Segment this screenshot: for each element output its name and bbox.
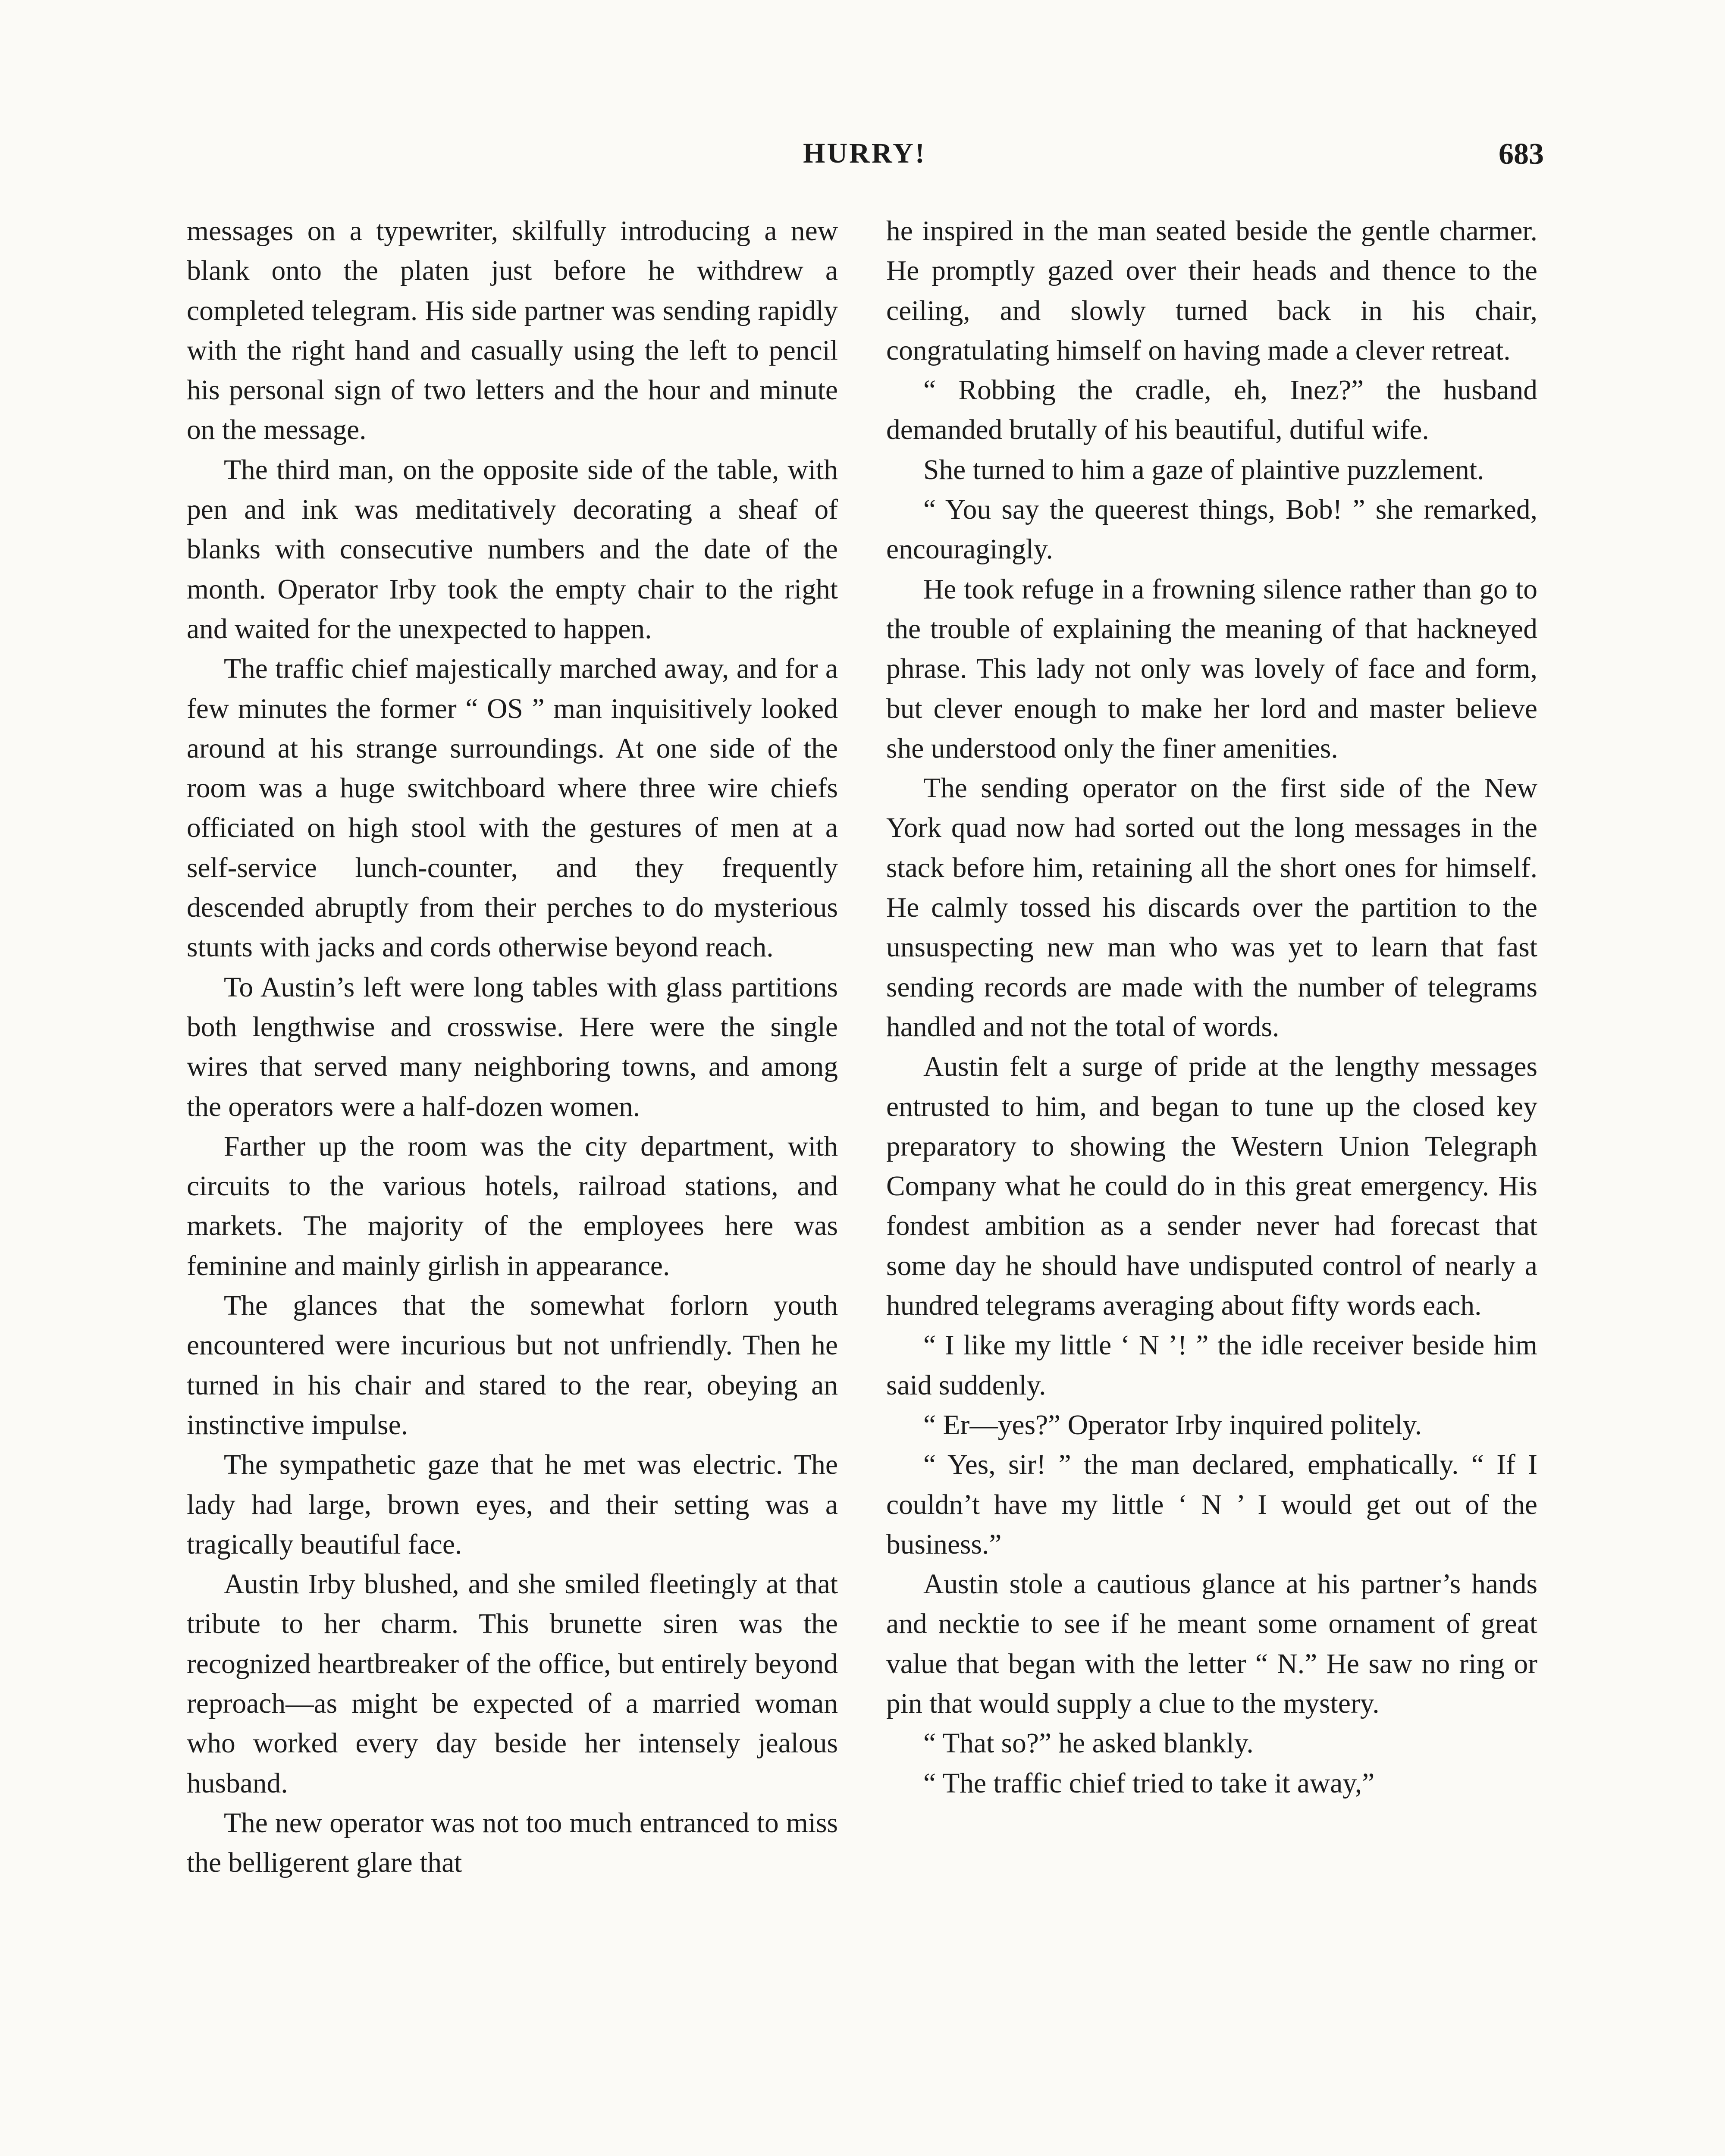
- page-header: [185, 137, 1544, 185]
- paragraph: “ The traffic chief tried to take it away,”: [923, 1767, 1375, 1799]
- page-number: 683: [1499, 138, 1544, 171]
- paragraph: “ You say the queerest things, Bob! ” she remarked, encouragingly.: [886, 494, 1537, 565]
- paragraph: Austin stole a cautious glance at his partner’s hands and necktie to see if he meant some ornament of great value that began with the letter “ N.” He saw no ring or pin that would supply a clue to the mystery.: [886, 1569, 1537, 1719]
- paragraph: The sympathetic gaze that he met was electric. The lady had large, brown eyes, and their setting was a tragically beautiful face.: [187, 1449, 838, 1560]
- paragraph: “ I like my little ‘ N ’! ” the idle receiver beside him said suddenly.: [886, 1330, 1537, 1401]
- paragraph: The new operator was not too much entranced to miss the belligerent glare that: [187, 1807, 838, 1879]
- paragraph: “ Yes, sir! ” the man declared, emphatically. “ If I couldn’t have my little ‘ N ’ I would get out of the business.”: [886, 1449, 1537, 1560]
- paragraph: The glances that the somewhat forlorn youth encountered were incurious but not unfriendly. Then he turned in his chair and stared to the rear, obeying an instinctive impulse.: [187, 1290, 838, 1441]
- paragraph: The traffic chief majestically marched away, and for a few minutes the former “ OS ” man inquisitively looked around at his strange surroundings. At one side of the room was a huge switchboard where three wire chiefs officiated on high stool with the gestures of men at a self-service lunch-counter, and they frequently descended abruptly from their perches to do mysterious stunts with jacks and cords otherwise beyond reach.: [187, 653, 838, 963]
- paragraph: “ That so?” he asked blankly.: [923, 1728, 1254, 1759]
- paragraph: The third man, on the opposite side of the table, with pen and ink was meditatively decorating a sheaf of blanks with consecutive numbers and the date of the month. Operator Irby took the empty chair to the right and waited for the unexpected to happen.: [187, 454, 838, 645]
- paragraph: “ Robbing the cradle, eh, Inez?” the husband demanded brutally of his beautiful, dutiful wife.: [886, 375, 1537, 446]
- paragraph: “ Er—yes?” Operator Irby inquired politely.: [923, 1409, 1422, 1441]
- paragraph: He took refuge in a frowning silence rather than go to the trouble of explaining the meaning of that hackneyed phrase. This lady not only was lovely of face and form, but clever enough to make her lord and master believe she understood only the finer amenities.: [886, 573, 1537, 764]
- paragraph: Austin felt a surge of pride at the lengthy messages entrusted to him, and began to tune up the closed key preparatory to showing the Western Union Telegraph Company what he could do in this great emergency. His fondest ambition as a sender never had forecast that some day he should have undisputed control of nearly a hundred telegrams averaging about fifty words each.: [886, 1051, 1537, 1322]
- paragraph: messages on a typewriter, skilfully introducing a new blank onto the platen just before he withdrew a completed telegram. His side partner was sending rapidly with the right hand and casually using the left to pencil his personal sign of two letters and the hour and minute on the message.: [187, 216, 838, 446]
- running-title: HURRY!: [803, 138, 926, 169]
- paragraph: Farther up the room was the city department, with circuits to the various hotels, railroad stations, and markets. The majority of the employees here was feminine and mainly girlish in appearance.: [187, 1131, 838, 1282]
- paragraph: Austin Irby blushed, and she smiled fleetingly at that tribute to her charm. This brunette siren was the recognized heartbreaker of the office, but entirely beyond reproach—as might be expected of a married woman who worked every day beside her intensely jealous husband.: [187, 1569, 838, 1799]
- paragraph: he inspired in the man seated beside the gentle charmer. He promptly gazed over their heads and thence to the ceiling, and slowly turned back in his chair, congratulating himself on having made a clever retreat.: [886, 216, 1537, 366]
- paragraph: To Austin’s left were long tables with glass partitions both lengthwise and crosswise. Here were the single wires that served many neighboring towns, and among the operators were a half-dozen women.: [187, 971, 838, 1122]
- left-column: [187, 211, 838, 1883]
- paragraph: She turned to him a gaze of plaintive puzzlement.: [923, 454, 1484, 486]
- right-column: [886, 211, 1537, 1803]
- paragraph: The sending operator on the first side of the New York quad now had sorted out the long messages in the stack before him, retaining all the short ones for himself. He calmly tossed his discards over the partition to the unsuspecting new man who was yet to learn that fast sending records are made with the number of telegrams handled and not the total of words.: [886, 773, 1537, 1043]
